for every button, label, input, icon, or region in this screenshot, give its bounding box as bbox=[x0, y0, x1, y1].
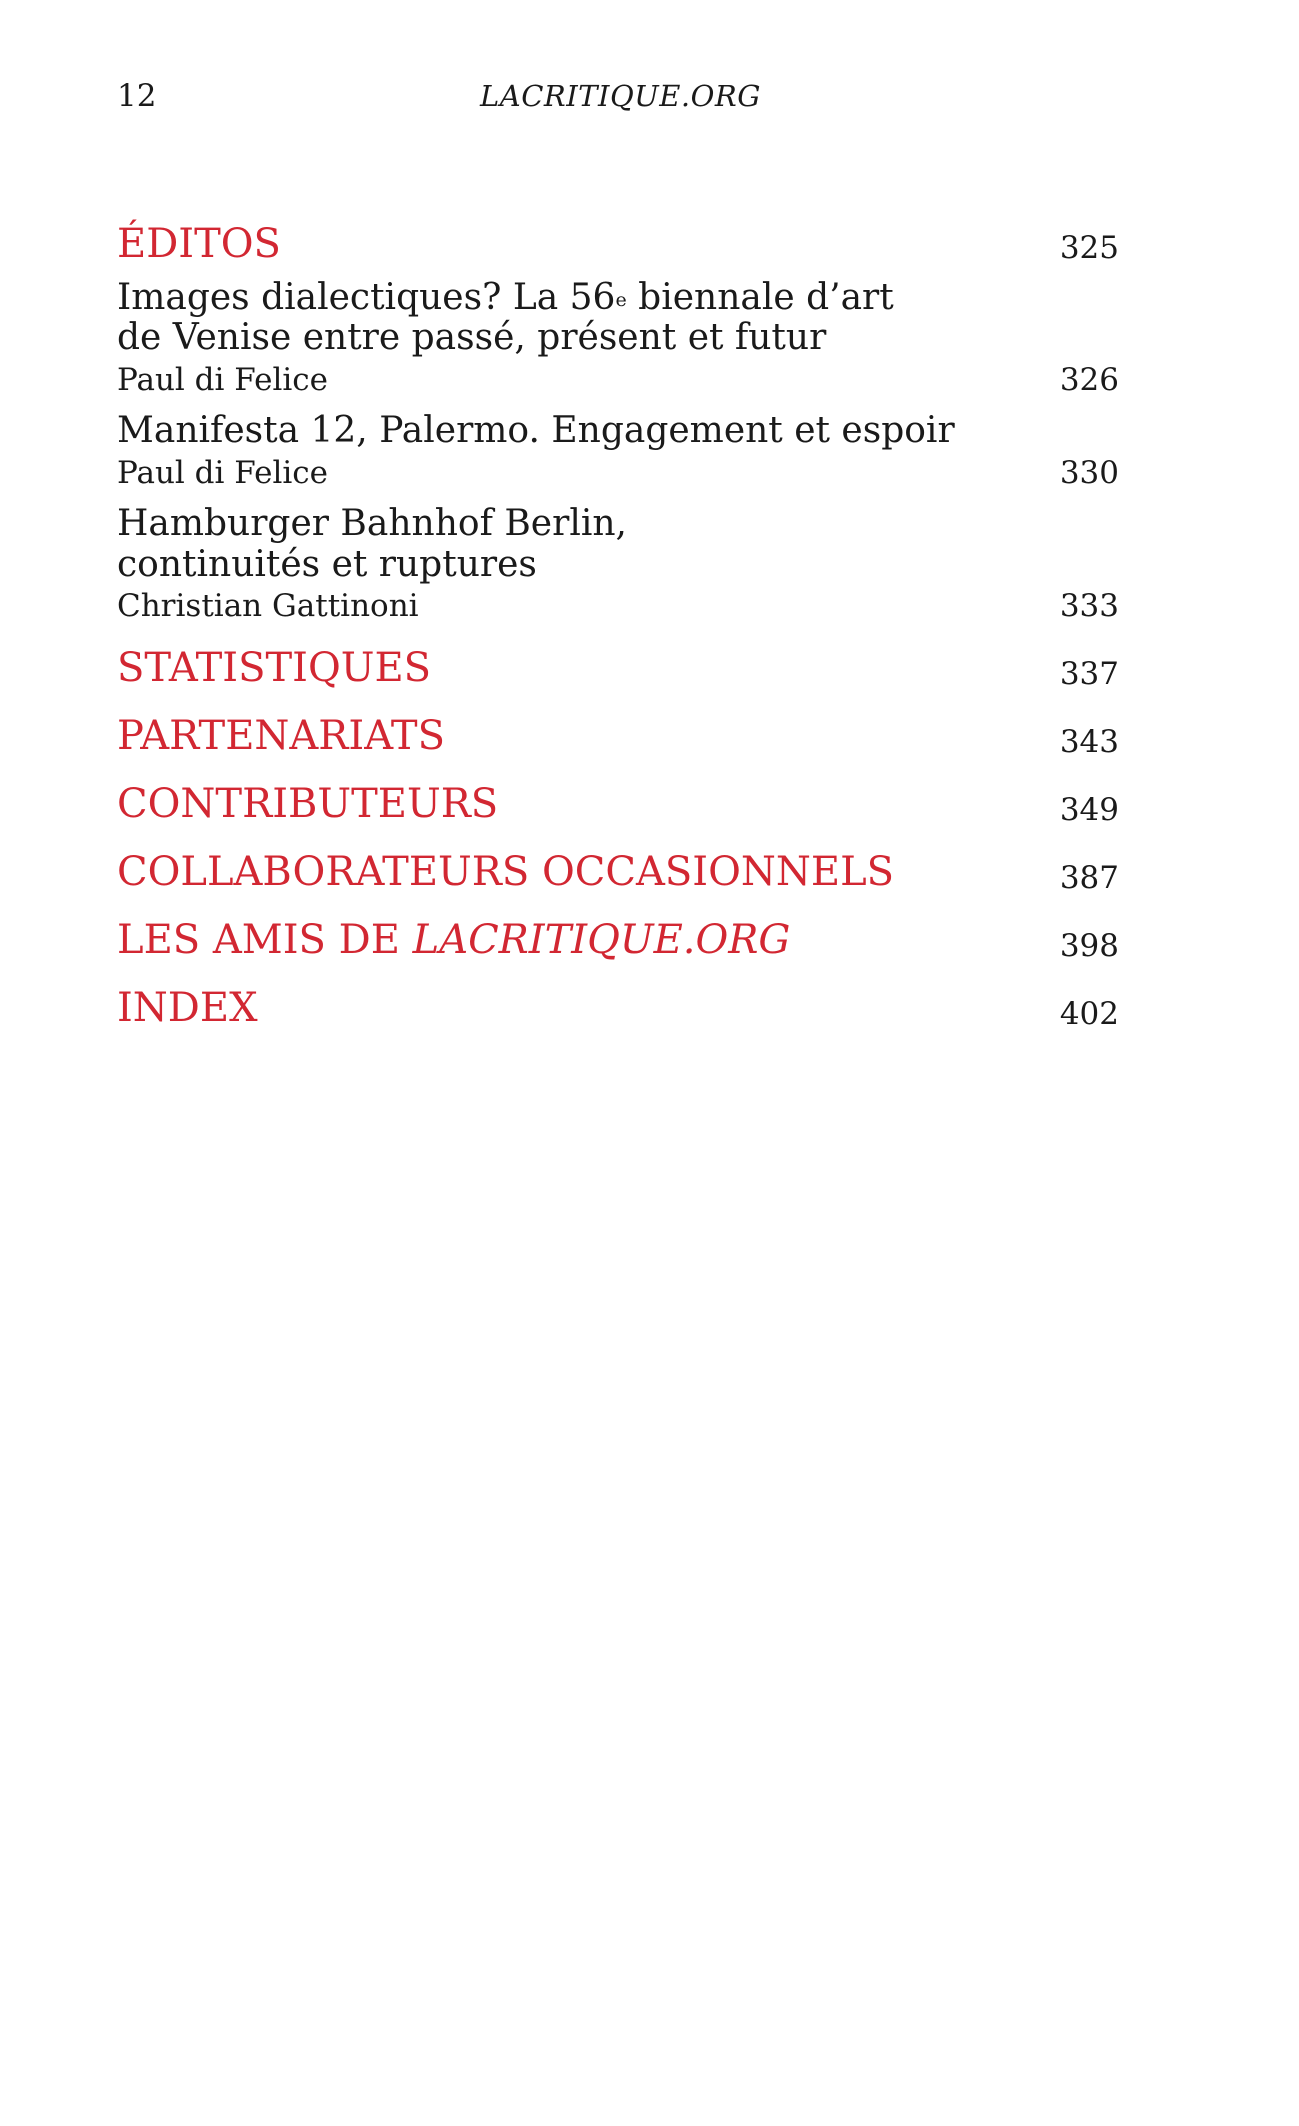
article-title-line2: de Venise entre passé, présent et futur bbox=[117, 317, 827, 358]
section-editos-heading: ÉDITOS bbox=[117, 221, 281, 267]
section-index-page: 402 bbox=[1059, 996, 1119, 1032]
section-index-heading: INDEX bbox=[117, 985, 258, 1031]
section-contributeurs-heading: CONTRIBUTEURS bbox=[117, 781, 499, 827]
article-title-line2: continuités et ruptures bbox=[117, 544, 537, 585]
section-contributeurs-page: 349 bbox=[1059, 792, 1119, 828]
section-statistiques-heading: STATISTIQUES bbox=[117, 645, 432, 691]
article-page: 333 bbox=[1059, 588, 1119, 624]
section-editos-page: 325 bbox=[1059, 230, 1119, 266]
running-head: LACRITIQUE.ORG bbox=[480, 79, 761, 113]
article-page: 330 bbox=[1059, 455, 1119, 491]
section-partenariats-heading: PARTENARIATS bbox=[117, 713, 446, 759]
article-page: 326 bbox=[1059, 362, 1119, 398]
superscript: e bbox=[615, 289, 627, 311]
article-title: Images dialectiques? La 56e biennale d’art bbox=[117, 277, 894, 318]
section-collaborateurs-page: 387 bbox=[1059, 860, 1119, 896]
section-amis-italic: LACRITIQUE.ORG bbox=[412, 917, 791, 963]
article-author: Paul di Felice bbox=[117, 362, 328, 398]
section-statistiques-page: 337 bbox=[1059, 656, 1119, 692]
article-title: Hamburger Bahnhof Berlin, bbox=[117, 503, 627, 544]
page-number: 12 bbox=[117, 78, 157, 114]
article-author: Paul di Felice bbox=[117, 455, 328, 491]
section-collaborateurs-heading: COLLABORATEURS OCCASIONNELS bbox=[117, 849, 895, 895]
article-author: Christian Gattinoni bbox=[117, 588, 419, 624]
section-partenariats-page: 343 bbox=[1059, 724, 1119, 760]
section-amis-page: 398 bbox=[1059, 928, 1119, 964]
article-title: Manifesta 12, Palermo. Engagement et espoir bbox=[117, 410, 955, 451]
section-amis-heading: LES AMIS DE LACRITIQUE.ORG bbox=[117, 917, 791, 963]
